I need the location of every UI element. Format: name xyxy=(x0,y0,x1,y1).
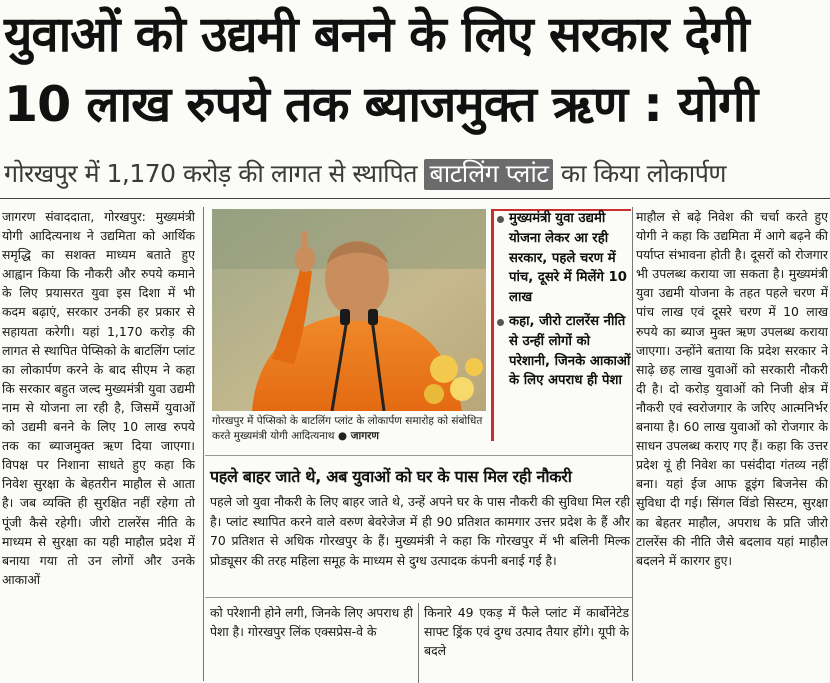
article-column-4 xyxy=(636,207,828,681)
headline-line-2: 10 लाख रुपये तक ब्याजमुक्त ऋण : योगी xyxy=(4,76,758,133)
subheadline-highlight: बाटलिंग प्लांट xyxy=(424,159,553,190)
column-divider xyxy=(203,207,204,681)
article-column-2 xyxy=(210,603,413,683)
subheadline-before: गोरखपुर में 1,170 करोड़ की लागत से स्थापित xyxy=(4,159,417,188)
column-3-text: किनारे 49 एकड़ में फैले प्लांट में कार्बोनेटेड साफ्ट ड्रिंक एवं दुग्ध उत्पाद तैयार होंगे। यूपी के बदले xyxy=(424,605,629,659)
highlight-item xyxy=(497,312,631,391)
section-divider xyxy=(205,455,633,456)
caption-text: गोरखपुर में पेप्सिको के बाटलिंग प्लांट के लोकार्पण समारोह को संबोधित करते मुख्यमंत्री योगी आदित्यनाथ xyxy=(212,415,483,442)
column-1-text: जागरण संवाददाता, गोरखपुर: मुख्यमंत्री योगी आदित्यनाथ ने उद्यमिता को आर्थिक समृद्धि का सशक्त माध्यम बताते हुए आह्वान किया कि नौकरी और रुपये कमाने के लिए प्रयासरत युवा इस दिशा में भी कदम बढ़ाएं, सरकार उनकी हर प्रकार से सहायता करेगी। यहां 1,170 करोड़ की लागत से स्थापित पेप्सिको के बाटलिंग प्लांट का लोकार्पण करने के बाद सीएम ने कहा कि सरकार बहुत जल्द मुख्यमंत्री युवा उद्यमी नाम से योजना ला रही है, जिसमें युवाओं को उद्यमी बनने के लिए 10 लाख रुपये तक का ब्याजमुक्त ऋण दिया जाएगा। विपक्ष पर निशाना साधते हुए कहा कि निवेश सुरक्षा के बेहतरीन माहौल से आता है। जब व्यक्ति ही सुरक्षित नहीं रहेगा तो पूंजी कैसे रहेगी। जीरो टालरेंस नीति के माध्यम से सुरक्षा का यही माहौल प्रदेश में बनाया गया तो उन लोगों और उनके आकाओं xyxy=(2,209,195,587)
section-divider-bottom xyxy=(205,597,633,598)
highlights-box xyxy=(497,209,631,395)
highlight-accent-bar xyxy=(491,209,494,441)
bullet-icon xyxy=(497,216,504,223)
article-column-1 xyxy=(2,207,195,681)
photo-caption xyxy=(212,414,488,444)
bullet-icon xyxy=(497,319,504,326)
column-divider xyxy=(418,603,419,683)
subheadline-after: का किया लोकार्पण xyxy=(560,159,726,188)
column-divider xyxy=(632,207,633,681)
article-column-3 xyxy=(424,603,629,683)
caption-credit: ● जागरण xyxy=(337,430,380,442)
section-body: पहले जो युवा नौकरी के लिए बाहर जाते थे, उन्हें अपने घर के पास नौकरी की सुविधा मिल रही है। प्लांट स्थापित करने वाले वरुण बेवरेजेज में ही 90 प्रतिशत कामगार उत्तर प्रदेश के हैं और 70 प्रतिशत से अधिक गोरखपुर के हैं। मुख्यमंत्री ने कहा कि गोरखपुर में भी बलिनी मिल्क प्रोड्यूसर की तरह महिला समूह के माध्यम से दुग्ध उत्पादक कंपनी बनाई गई है। xyxy=(210,494,630,568)
article-photo xyxy=(212,209,486,411)
headline-line-1: युवाओं को उद्यमी बनने के लिए सरकार देगी xyxy=(4,6,749,63)
highlight-text: मुख्यमंत्री युवा उद्यमी योजना लेकर आ रही सरकार, पहले चरण में पांच, दूसरे में मिलेंगे 10 लाख xyxy=(509,211,627,306)
section-heading: पहले बाहर जाते थे, अब युवाओं को घर के पास मिल रही नौकरी xyxy=(210,467,572,486)
highlight-text: कहा, जीरो टालरेंस नीति से उन्हीं लोगों को परेशानी, जिनके आकाओं के लिए अपराध ही पेशा xyxy=(509,313,631,389)
column-2-text: को परेशानी होने लगी, जिनके लिए अपराध ही पेशा है। गोरखपुर लिंक एक्सप्रेस-वे के xyxy=(210,605,413,640)
column-4-text: माहौल से बढ़े निवेश की चर्चा करते हुए योगी ने कहा कि उद्यमिता में आगे बढ़ने की पर्याप्त संभावना होती है। दूसरों को रोजगार भी उपलब्ध कराया जा सकता है। मुख्यमंत्री युवा उद्यमी योजना के तहत पहले चरण में पांच लाख एवं दूसरे चरण में 10 लाख रुपये का ब्याज मुक्त ऋण उपलब्ध कराया जाएगा। उन्होंने बताया कि प्रदेश सरकार ने साढ़े छह लाख युवाओं को सरकारी नौकरी दी है। दो करोड़ युवाओं को निजी क्षेत्र में नौकरी एवं स्वरोजगार के जरिए आत्मनिर्भर बनाया है। 60 लाख युवाओं को रोजगार के साधन उपलब्ध कराए गए हैं। कहा कि उत्तर प्रदेश यूं ही निवेश का पसंदीदा गंतव्य नहीं बना। यहां ईज आफ डूइंग बिजनेस की सुविधा दी गई। सिंगल विंडो सिस्टम, सुरक्षा का बेहतर माहौल, अपराध के प्रति जीरो टालरेंस की नीति जैसे बदलाव यहां माहौल बदलने में कारगर हुए। xyxy=(636,209,828,568)
speaker-photo-illustration xyxy=(212,209,486,411)
divider-rule xyxy=(0,198,830,199)
highlight-item xyxy=(497,209,631,308)
subheadline xyxy=(4,156,726,190)
